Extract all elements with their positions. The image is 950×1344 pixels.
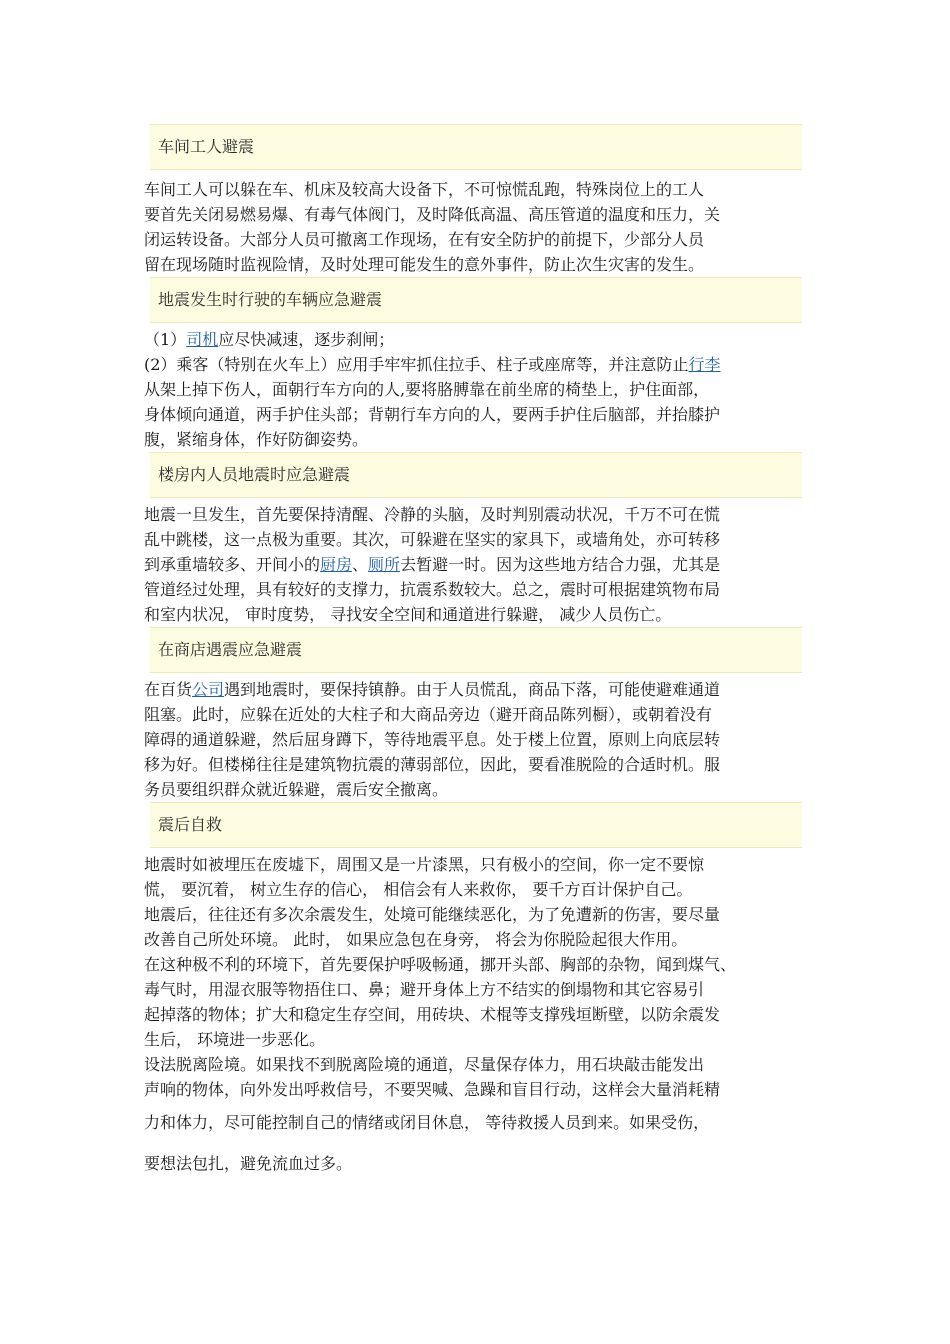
text-line — [144, 1102, 814, 1143]
text-run: 要想法包扎，避免流血过多。 — [144, 1154, 353, 1173]
text-run: 障碍的通道躲避，然后屈身蹲下，等待地震平息。处于楼上位置，原则上向底层转 — [144, 730, 721, 749]
text-line — [144, 577, 814, 602]
text-run: 力和体力，尽可能控制自己的情绪或闭目休息， 等待救援人员到来。如果受伤， — [144, 1113, 710, 1132]
text-line — [144, 777, 814, 802]
text-line — [144, 727, 814, 752]
text-run: 、 — [352, 555, 369, 574]
text-run: 要首先关闭易燃易爆、有毒气体阀门，及时降低高温、高压管道的温度和压力，关 — [144, 205, 721, 224]
section-heading: 地震发生时行驶的车辆应急避震 — [150, 277, 802, 323]
text-run: 改善自己所处环境。 此时， 如果应急包在身旁， 将会为你脱险起很大作用。 — [144, 930, 688, 949]
section — [144, 802, 814, 1184]
text-line — [144, 902, 814, 927]
text-line — [144, 702, 814, 727]
inline-link[interactable]: 司机 — [186, 330, 219, 349]
text-line — [144, 202, 814, 227]
text-run: 从架上掉下伤人，面朝行车方向的人,要将胳膊靠在前坐席的椅垫上，护住面部， — [144, 380, 710, 399]
text-run: 阻塞。此时，应躲在近处的大柱子和大商品旁边（避开商品陈列橱），或朝着没有 — [144, 705, 713, 724]
text-run: (2）乘客（特别在火车上）应用手牢牢抓住拉手、柱子或座席等，并注意防止 — [144, 355, 689, 374]
text-line — [144, 1027, 814, 1052]
text-run: （1） — [144, 330, 187, 349]
section-heading: 车间工人避震 — [150, 124, 802, 170]
section-paragraph — [144, 1102, 814, 1184]
section-paragraph — [144, 327, 814, 452]
text-line — [144, 252, 814, 277]
text-run: 腹，紧缩身体，作好防御姿势。 — [144, 430, 369, 449]
section — [144, 452, 814, 627]
article-body — [144, 124, 814, 1184]
text-run: 和室内状况， 审时度势， 寻找安全空间和通道进行躲避， 减少人员伤亡。 — [144, 605, 672, 624]
text-line — [144, 177, 814, 202]
inline-link[interactable]: 厨房 — [320, 555, 353, 574]
section-paragraph — [144, 502, 814, 627]
text-run: 遇到地震时，要保持镇静。由于人员慌乱，商品下落，可能使避难通道 — [224, 680, 721, 699]
text-line — [144, 952, 814, 977]
section-heading: 在商店遇震应急避震 — [150, 627, 802, 673]
text-run: 地震后，往往还有多次余震发生，处境可能继续恶化，为了免遭新的伤害，要尽量 — [144, 905, 721, 924]
section-heading: 震后自救 — [150, 802, 802, 848]
text-run: 应尽快减速，逐步刹闸； — [218, 330, 395, 349]
text-run: 移为好。但楼梯往往是建筑物抗震的薄弱部位，因此，要看准脱险的合适时机。服 — [144, 755, 721, 774]
text-line — [144, 1077, 814, 1102]
text-line — [144, 402, 814, 427]
text-run: 车间工人可以躲在车、机床及较高大设备下，不可惊慌乱跑，特殊岗位上的工人 — [144, 180, 705, 199]
text-line — [144, 552, 814, 577]
section — [144, 277, 814, 452]
text-run: 乱中跳楼，这一点极为重要。其次，可躲避在坚实的家具下，或墙角处，亦可转移 — [144, 530, 721, 549]
text-run: 起掉落的物体；扩大和稳定生存空间，用砖块、术棍等支撑残垣断壁，以防余震发 — [144, 1005, 721, 1024]
section-paragraph — [144, 852, 814, 1102]
text-line — [144, 602, 814, 627]
text-run: 设法脱离险境。如果找不到脱离险境的通道，尽量保存体力，用石块敲击能发出 — [144, 1055, 705, 1074]
text-line — [144, 227, 814, 252]
text-line — [144, 1143, 814, 1184]
text-line — [144, 852, 814, 877]
section — [144, 124, 814, 277]
text-line — [144, 527, 814, 552]
text-run: 地震一旦发生，首先要保持清醒、冷静的头脑，及时判别震动状况，千万不可在慌 — [144, 505, 721, 524]
text-run: 生后， 环境进一步恶化。 — [144, 1030, 326, 1049]
inline-link[interactable]: 行李 — [688, 355, 721, 374]
text-line — [144, 502, 814, 527]
text-run: 慌， 要沉着， 树立生存的信心， 相信会有人来救你， 要千方百计保护自己。 — [144, 880, 693, 899]
text-run: 闭运转设备。大部分人员可撤离工作现场，在有安全防护的前提下，少部分人员 — [144, 230, 705, 249]
text-line — [144, 752, 814, 777]
text-run: 到承重墙较多、开间小的 — [144, 555, 321, 574]
section-paragraph — [144, 677, 814, 802]
text-run: 留在现场随时监视险情，及时处理可能发生的意外事件，防止次生灾害的发生。 — [144, 255, 705, 274]
text-run: 地震时如被埋压在废墟下，周围又是一片漆黑，只有极小的空间，你一定不要惊 — [144, 855, 705, 874]
text-line — [144, 327, 814, 352]
text-line — [144, 1002, 814, 1027]
inline-link[interactable]: 厕所 — [368, 555, 401, 574]
text-line — [144, 877, 814, 902]
text-run: 身体倾向通道，两手护住头部；背朝行车方向的人，要两手护住后脑部，并抬膝护 — [144, 405, 721, 424]
text-run: 在这种极不利的环境下，首先要保护呼吸畅通，挪开头部、胸部的杂物，闻到煤气、 — [144, 955, 737, 974]
section-heading: 楼房内人员地震时应急避震 — [150, 452, 802, 498]
section — [144, 627, 814, 802]
text-run: 务员要组织群众就近躲避，震后安全撤离。 — [144, 780, 449, 799]
text-run: 管道经过处理，具有较好的支撑力，抗震系数较大。总之，震时可根据建筑物布局 — [144, 580, 721, 599]
text-line — [144, 377, 814, 402]
inline-link[interactable]: 公司 — [192, 680, 225, 699]
text-line — [144, 677, 814, 702]
text-run: 声响的物体，向外发出呼救信号，不要哭喊、急躁和盲目行动，这样会大量消耗精 — [144, 1080, 721, 1099]
text-line — [144, 1052, 814, 1077]
text-line — [144, 977, 814, 1002]
text-line — [144, 427, 814, 452]
text-run: 去暂避一时。因为这些地方结合力强，尤其是 — [400, 555, 721, 574]
text-line — [144, 927, 814, 952]
text-line — [144, 352, 814, 377]
section-paragraph — [144, 177, 814, 277]
text-run: 毒气时，用湿衣服等物捂住口、鼻；避开身体上方不结实的倒塌物和其它容易引 — [144, 980, 705, 999]
text-run: 在百货 — [144, 680, 193, 699]
